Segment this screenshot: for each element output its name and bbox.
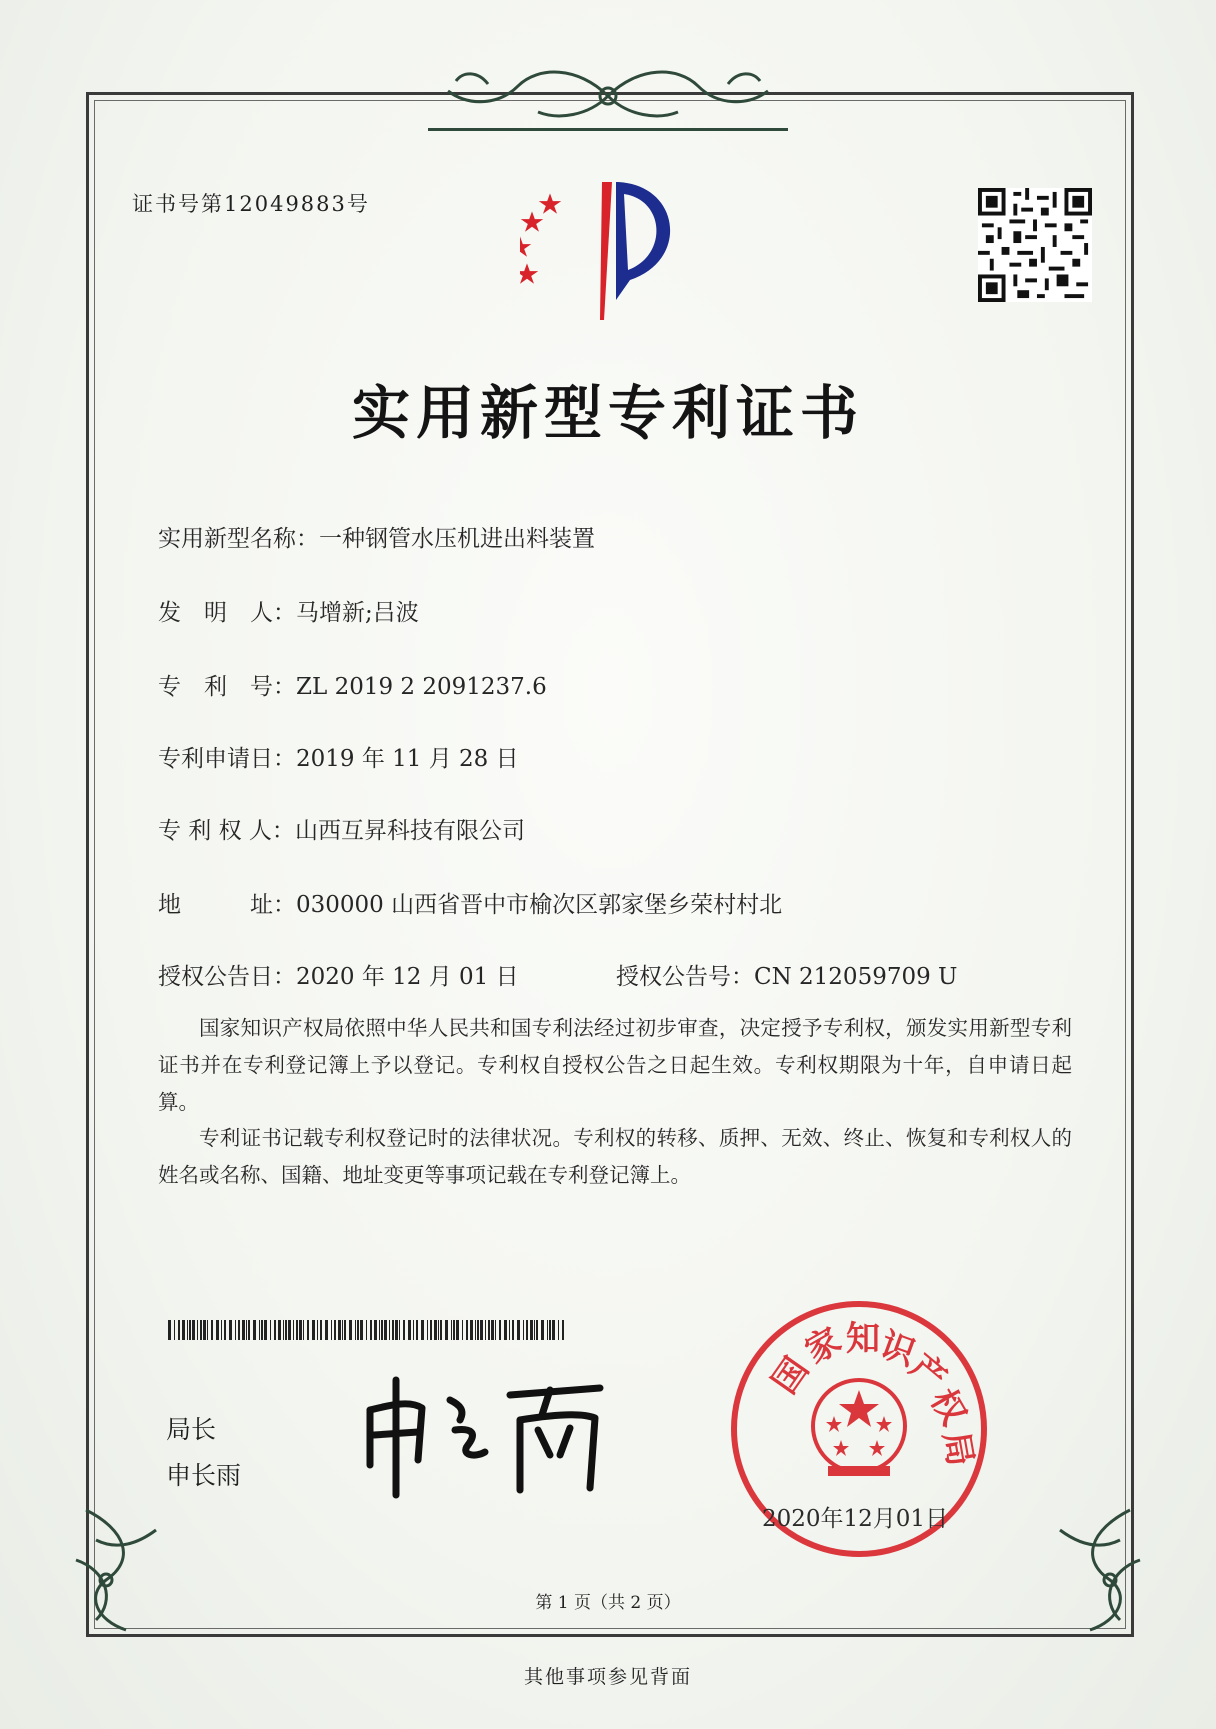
barcode-bar [285,1320,287,1340]
barcode-bar [445,1320,448,1340]
barcode-bar [381,1320,383,1340]
barcode-bar [334,1320,336,1340]
director-signature [360,1370,620,1500]
barcode-bar [344,1320,346,1340]
barcode-bar [534,1320,535,1340]
svg-text:国: 国 [764,1350,817,1402]
field-grant-number [616,958,957,991]
field-label: 专 利 权 人： [158,818,295,844]
field-address [158,886,782,919]
svg-text:权: 权 [922,1382,974,1432]
barcode-bar [338,1320,341,1340]
barcode-bar [342,1320,343,1340]
svg-text:识: 识 [874,1324,921,1375]
barcode-bar [357,1320,359,1340]
barcode-bar [477,1320,479,1340]
barcode-bar [238,1320,240,1340]
barcode-bar [224,1320,226,1340]
barcode-bar [470,1320,473,1340]
barcode-bar [360,1320,363,1340]
field-patent-number [158,668,547,701]
svg-text:家: 家 [798,1320,848,1372]
barcode-bar [253,1320,256,1340]
field-grant-date [158,958,519,991]
barcode-bar [485,1320,486,1340]
barcode-bar [480,1320,483,1340]
barcode-bar [526,1320,528,1340]
field-value: 2019 年 11 月 28 日 [296,746,519,772]
barcode-bar [174,1320,175,1340]
barcode-bar [331,1320,332,1340]
field-value: 030000 山西省晋中市榆次区郭家堡乡荣村村北 [296,892,783,918]
barcode-bar [427,1320,428,1340]
certificate-title: 实用新型专利证书 [351,379,864,447]
field-value: 山西互昇科技有限公司 [294,818,525,844]
field-inventor [158,594,419,627]
barcode-bar [495,1320,496,1340]
barcode-bar [509,1320,510,1340]
barcode-bar [221,1320,222,1340]
barcode-bar [456,1320,459,1340]
barcode-bar [413,1320,414,1340]
barcode-bar [229,1320,232,1340]
barcode-bar [562,1320,564,1340]
svg-text:产: 产 [902,1346,954,1399]
barcode-bar [168,1320,171,1340]
barcode-bar [536,1320,538,1340]
field-patentee [158,812,525,845]
barcode-bar [370,1320,372,1340]
barcode-bar [349,1320,352,1340]
barcode-bar [517,1320,520,1340]
bottom-right-ornament [1030,1500,1150,1650]
barcode-bar [235,1320,236,1340]
barcode-bar [178,1320,180,1340]
barcode-bar [499,1320,501,1340]
barcode-bar [242,1320,245,1340]
barcode-bar [547,1320,548,1340]
barcode-bar [366,1320,367,1340]
barcode-bar [293,1320,294,1340]
barcode-bar [395,1320,398,1340]
certificate-number: 证书号第12049883号 [132,192,370,216]
svg-text:局: 局 [935,1428,981,1470]
barcode-bar [355,1320,356,1340]
svg-text:知: 知 [846,1319,880,1359]
barcode-bar [384,1320,387,1340]
barcode-bar [392,1320,394,1340]
barcode-bar [379,1320,380,1340]
qr-code-icon [978,188,1092,302]
barcode-bar [261,1320,263,1340]
field-label: 实用新型名称： [158,526,319,552]
barcode-bar [558,1320,559,1340]
barcode-bar [303,1320,304,1340]
barcode-bar [203,1320,206,1340]
barcode-bar [296,1320,298,1340]
field-value: CN 212059709 U [754,964,958,990]
barcode-bar [438,1320,439,1340]
barcode-bar [399,1320,400,1340]
barcode-bar [549,1320,551,1340]
bottom-left-ornament [66,1500,186,1650]
barcode-bar [283,1320,284,1340]
barcode-bar [504,1320,507,1340]
legal-paragraph: 专利证书记载专利权登记时的法律状况。专利权的转移、质押、无效、终止、恢复和专利权人的姓名或名称、国籍、地址变更等事项记载在专利登记簿上。 [158,1126,1072,1187]
barcode-bar [264,1320,267,1340]
barcode-bar [523,1320,524,1340]
field-value: ZL 2019 2 2091237.6 [296,674,547,700]
top-ornament [428,56,788,136]
barcode-bar [491,1320,494,1340]
barcode-bar [259,1320,260,1340]
barcode-bar [182,1320,185,1340]
barcode-bar [299,1320,302,1340]
barcode-bar [466,1320,468,1340]
barcode-bar [416,1320,418,1340]
barcode-bar [421,1320,424,1340]
barcode-bar [541,1320,544,1340]
cnipa-logo-icon [520,180,700,330]
legal-paragraph: 国家知识产权局依照中华人民共和国专利法经过初步审查，决定授予专利权，颁发实用新型专利证书并在专利登记簿上予以登记。专利权自授权公告之日起生效。专利权期限为十年，自申请日起算。 [158,1016,1072,1114]
page-number: 第 1 页（共 2 页） [535,1593,681,1613]
barcode-bar [530,1320,533,1340]
barcode-bar [200,1320,202,1340]
barcode-bar [288,1320,291,1340]
barcode-bar [312,1320,315,1340]
barcode-bar [317,1320,318,1340]
seal-date: 2020年12月01日 [762,1506,949,1532]
barcode-bar [270,1320,271,1340]
barcode-bar [475,1320,476,1340]
barcode-bar [374,1320,377,1340]
director-title: 局长 [166,1415,217,1444]
field-value: 一种钢管水压机进出料装置 [319,526,595,552]
barcode-bar [320,1320,322,1340]
field-label: 授权公告号： [616,964,754,990]
barcode-bar [189,1320,191,1340]
field-value: 马增新;吕波 [296,600,419,626]
barcode-bar [207,1320,208,1340]
director-name: 申长雨 [166,1461,242,1490]
barcode-bar [451,1320,452,1340]
field-label: 专 利 号： [158,674,296,700]
barcode-bar [307,1320,309,1340]
barcode-bar [248,1320,250,1340]
barcode-bar [274,1320,276,1340]
barcode-bar [389,1320,390,1340]
barcode-bar [187,1320,188,1340]
barcode-bar [403,1320,405,1340]
barcode-bar [512,1320,514,1340]
field-application-date [158,740,519,773]
field-label: 地 址： [158,892,296,918]
field-utility-model-name [158,520,595,553]
barcode-bar [211,1320,213,1340]
field-value: 2020 年 12 月 01 日 [296,964,519,990]
barcode-bar [246,1320,247,1340]
field-label: 发 明 人： [158,600,296,626]
barcode-bar [408,1320,411,1340]
barcode-bar [325,1320,328,1340]
barcode-bar [430,1320,432,1340]
barcode-bar [453,1320,455,1340]
barcode-bar [440,1320,442,1340]
field-label: 专利申请日： [158,746,296,772]
barcode-bar [488,1320,490,1340]
field-label: 授权公告日： [158,964,296,990]
barcode-bar [552,1320,555,1340]
barcode-bar [434,1320,437,1340]
footer-note: 其他事项参见背面 [523,1666,692,1688]
barcode-bar [192,1320,195,1340]
barcode-bar [462,1320,463,1340]
barcode-icon [168,1320,568,1340]
barcode-bar [197,1320,198,1340]
barcode-bar [278,1320,281,1340]
barcode-bar [216,1320,219,1340]
